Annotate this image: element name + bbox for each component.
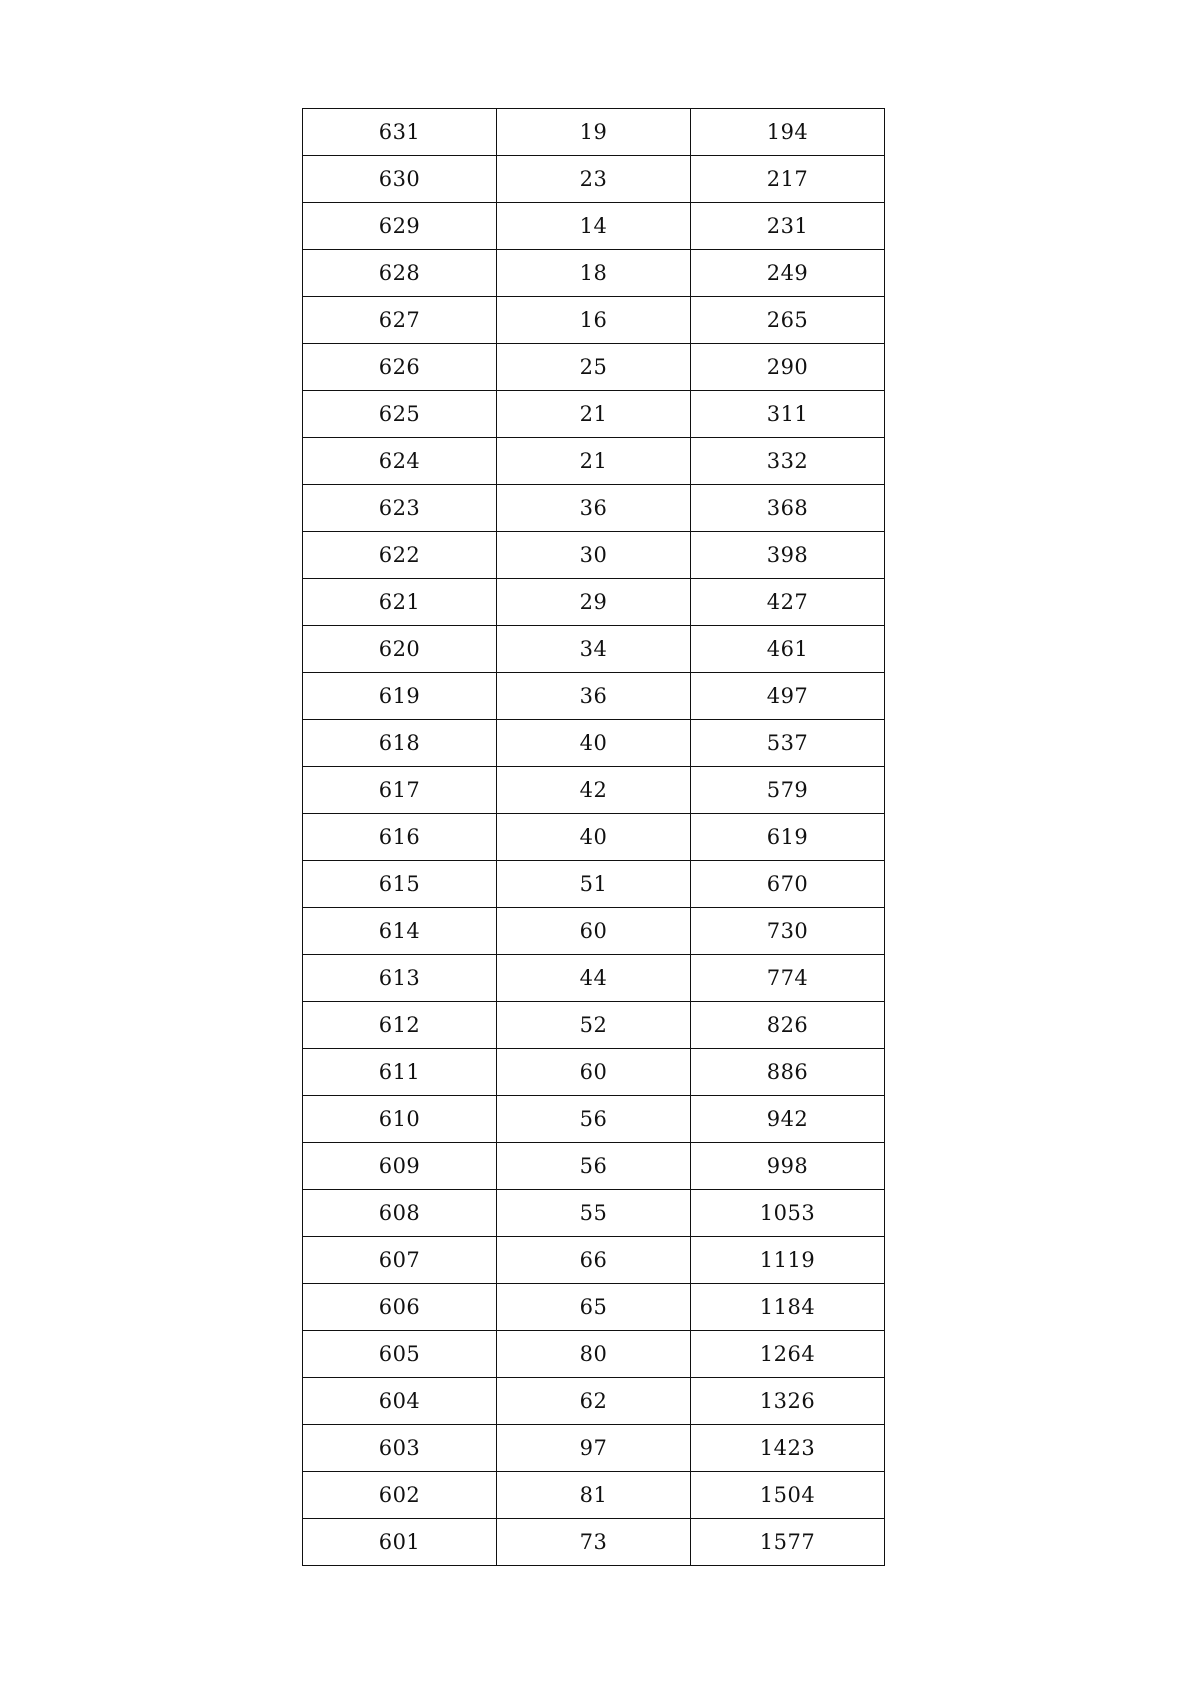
count-cell: 42 [497,767,691,814]
score-cell: 605 [303,1331,497,1378]
cumulative-cell: 1423 [691,1425,885,1472]
cumulative-cell: 311 [691,391,885,438]
table-row [303,485,885,532]
count-cell: 55 [497,1190,691,1237]
cumulative-cell: 1053 [691,1190,885,1237]
table-row [303,1002,885,1049]
score-cell: 619 [303,673,497,720]
count-cell: 65 [497,1284,691,1331]
table-row [303,438,885,485]
table-row [303,297,885,344]
count-cell: 40 [497,720,691,767]
cumulative-cell: 730 [691,908,885,955]
count-cell: 14 [497,203,691,250]
table-row [303,250,885,297]
table-body [303,109,885,1566]
score-cell: 602 [303,1472,497,1519]
table-row [303,1331,885,1378]
score-cell: 607 [303,1237,497,1284]
cumulative-cell: 427 [691,579,885,626]
table-row [303,532,885,579]
count-cell: 40 [497,814,691,861]
cumulative-cell: 1184 [691,1284,885,1331]
table-row [303,203,885,250]
table-row [303,720,885,767]
count-cell: 51 [497,861,691,908]
count-cell: 19 [497,109,691,156]
cumulative-cell: 1504 [691,1472,885,1519]
count-cell: 81 [497,1472,691,1519]
count-cell: 66 [497,1237,691,1284]
cumulative-cell: 1264 [691,1331,885,1378]
table-row [303,626,885,673]
score-cell: 631 [303,109,497,156]
cumulative-cell: 398 [691,532,885,579]
table-row [303,1519,885,1566]
table-row [303,814,885,861]
score-distribution-table [302,108,885,1566]
count-cell: 29 [497,579,691,626]
cumulative-cell: 332 [691,438,885,485]
cumulative-cell: 461 [691,626,885,673]
cumulative-cell: 537 [691,720,885,767]
table-row [303,1237,885,1284]
score-cell: 616 [303,814,497,861]
cumulative-cell: 670 [691,861,885,908]
count-cell: 73 [497,1519,691,1566]
table-row [303,1049,885,1096]
score-cell: 606 [303,1284,497,1331]
cumulative-cell: 579 [691,767,885,814]
cumulative-cell: 231 [691,203,885,250]
count-cell: 18 [497,250,691,297]
table-row [303,908,885,955]
count-cell: 30 [497,532,691,579]
score-cell: 610 [303,1096,497,1143]
cumulative-cell: 942 [691,1096,885,1143]
cumulative-cell: 619 [691,814,885,861]
count-cell: 21 [497,391,691,438]
table-row [303,391,885,438]
table-row [303,1190,885,1237]
score-cell: 609 [303,1143,497,1190]
score-cell: 620 [303,626,497,673]
cumulative-cell: 774 [691,955,885,1002]
score-cell: 629 [303,203,497,250]
count-cell: 25 [497,344,691,391]
count-cell: 23 [497,156,691,203]
count-cell: 62 [497,1378,691,1425]
table-row [303,955,885,1002]
score-cell: 625 [303,391,497,438]
score-cell: 617 [303,767,497,814]
table-row [303,1143,885,1190]
count-cell: 60 [497,1049,691,1096]
score-cell: 621 [303,579,497,626]
count-cell: 34 [497,626,691,673]
score-cell: 604 [303,1378,497,1425]
score-cell: 611 [303,1049,497,1096]
score-cell: 615 [303,861,497,908]
count-cell: 44 [497,955,691,1002]
count-cell: 16 [497,297,691,344]
score-cell: 614 [303,908,497,955]
score-cell: 603 [303,1425,497,1472]
count-cell: 36 [497,485,691,532]
score-cell: 630 [303,156,497,203]
cumulative-cell: 886 [691,1049,885,1096]
cumulative-cell: 217 [691,156,885,203]
table-row [303,1284,885,1331]
cumulative-cell: 1119 [691,1237,885,1284]
cumulative-cell: 998 [691,1143,885,1190]
count-cell: 21 [497,438,691,485]
count-cell: 97 [497,1425,691,1472]
cumulative-cell: 194 [691,109,885,156]
cumulative-cell: 368 [691,485,885,532]
score-cell: 627 [303,297,497,344]
count-cell: 56 [497,1096,691,1143]
score-cell: 628 [303,250,497,297]
table-row [303,1096,885,1143]
table-row [303,109,885,156]
count-cell: 36 [497,673,691,720]
score-cell: 601 [303,1519,497,1566]
cumulative-cell: 265 [691,297,885,344]
score-cell: 626 [303,344,497,391]
table-row [303,344,885,391]
table-row [303,673,885,720]
score-cell: 623 [303,485,497,532]
table-row [303,767,885,814]
score-cell: 624 [303,438,497,485]
table-row [303,579,885,626]
score-cell: 613 [303,955,497,1002]
cumulative-cell: 290 [691,344,885,391]
table-row [303,861,885,908]
score-cell: 608 [303,1190,497,1237]
cumulative-cell: 249 [691,250,885,297]
score-cell: 622 [303,532,497,579]
count-cell: 52 [497,1002,691,1049]
cumulative-cell: 497 [691,673,885,720]
table-row [303,156,885,203]
table-row [303,1425,885,1472]
cumulative-cell: 826 [691,1002,885,1049]
cumulative-cell: 1577 [691,1519,885,1566]
table-row [303,1378,885,1425]
score-cell: 612 [303,1002,497,1049]
count-cell: 60 [497,908,691,955]
table-row [303,1472,885,1519]
score-cell: 618 [303,720,497,767]
count-cell: 80 [497,1331,691,1378]
count-cell: 56 [497,1143,691,1190]
cumulative-cell: 1326 [691,1378,885,1425]
